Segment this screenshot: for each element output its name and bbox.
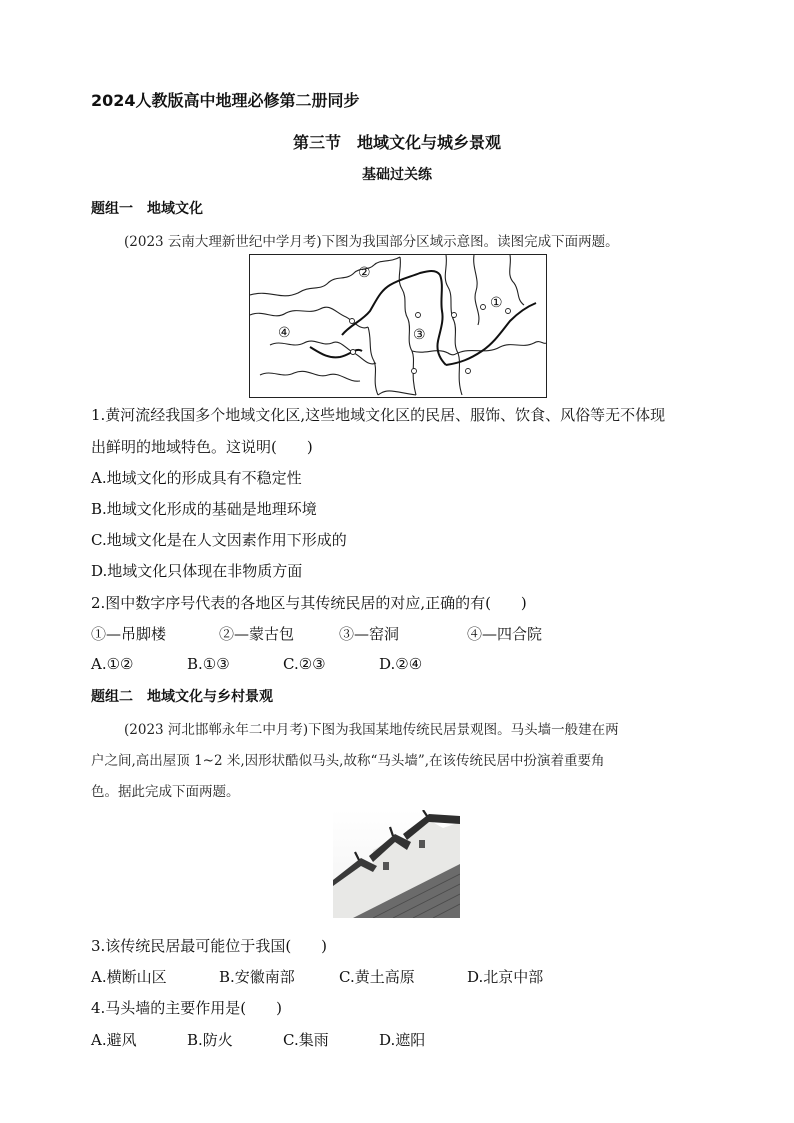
q2-option-d: D.②④ <box>379 655 423 673</box>
group1-intro: (2023 云南大理新世纪中学月考)下图为我国部分区域示意图。读图完成下面两题。 <box>124 234 619 250</box>
q2-stem: 2.图中数字序号代表的各地区与其传统民居的对应,正确的有( ) <box>91 594 527 612</box>
map-label-2: ② <box>358 265 371 281</box>
q1-option-b: B.地域文化形成的基础是地理环境 <box>91 500 317 518</box>
q4-option-b: B.防火 <box>187 1031 233 1049</box>
q1-line2: 出鲜明的地域特色。这说明( ) <box>91 438 313 456</box>
group2-label: 题组二 地域文化与乡村景观 <box>91 689 273 705</box>
map-label-1: ① <box>490 295 503 311</box>
q3-option-a: A.横断山区 <box>91 968 167 986</box>
q4-stem: 4.马头墙的主要作用是( ) <box>91 999 283 1017</box>
q2-option-a: A.①② <box>91 655 134 673</box>
q1-option-a: A.地域文化的形成具有不稳定性 <box>91 469 302 487</box>
q2-option-b: B.①③ <box>187 655 230 673</box>
document-header: 2024人教版高中地理必修第二册同步 <box>91 91 360 110</box>
q2-pair-1: ①—吊脚楼 <box>91 625 167 643</box>
q4-option-c: C.集雨 <box>283 1031 329 1049</box>
horse-head-wall-photo <box>333 810 460 918</box>
q4-option-a: A.避风 <box>91 1031 137 1049</box>
group2-intro-line1: (2023 河北邯郸永年二中月考)下图为我国某地传统民居景观图。马头墙一般建在两 <box>124 722 619 738</box>
q3-stem: 3.该传统民居最可能位于我国( ) <box>91 937 328 955</box>
section-subtitle: 基础过关练 <box>362 167 432 183</box>
map-label-3: ③ <box>413 327 426 343</box>
q4-option-d: D.遮阳 <box>379 1031 426 1049</box>
q2-option-c: C.②③ <box>283 655 326 673</box>
q3-option-b: B.安徽南部 <box>219 968 295 986</box>
group1-label: 题组一 地域文化 <box>91 201 203 217</box>
q2-pair-4: ④—四合院 <box>467 625 543 643</box>
q2-pair-2: ②—蒙古包 <box>219 625 295 643</box>
q3-option-c: C.黄土高原 <box>339 968 415 986</box>
region-map-drawing <box>250 255 546 397</box>
group2-intro-line2: 户之间,高出屋顶 1~2 米,因形状酷似马头,故称“马头墙”,在该传统民居中扮演着重要角 <box>91 753 605 769</box>
q1-option-c: C.地域文化是在人文因素作用下形成的 <box>91 531 347 549</box>
group2-intro-line3: 色。据此完成下面两题。 <box>91 784 240 800</box>
q1-option-d: D.地域文化只体现在非物质方面 <box>91 562 303 580</box>
q3-option-d: D.北京中部 <box>467 968 544 986</box>
map-label-4: ④ <box>278 325 291 341</box>
q1-line1: 1.黄河流经我国多个地域文化区,这些地域文化区的民居、服饰、饮食、风俗等无不体现 <box>91 406 666 424</box>
section-title: 第三节 地域文化与城乡景观 <box>292 133 501 152</box>
horse-head-wall-drawing <box>333 810 460 918</box>
region-map <box>249 254 547 398</box>
q2-pair-3: ③—窑洞 <box>339 625 400 643</box>
